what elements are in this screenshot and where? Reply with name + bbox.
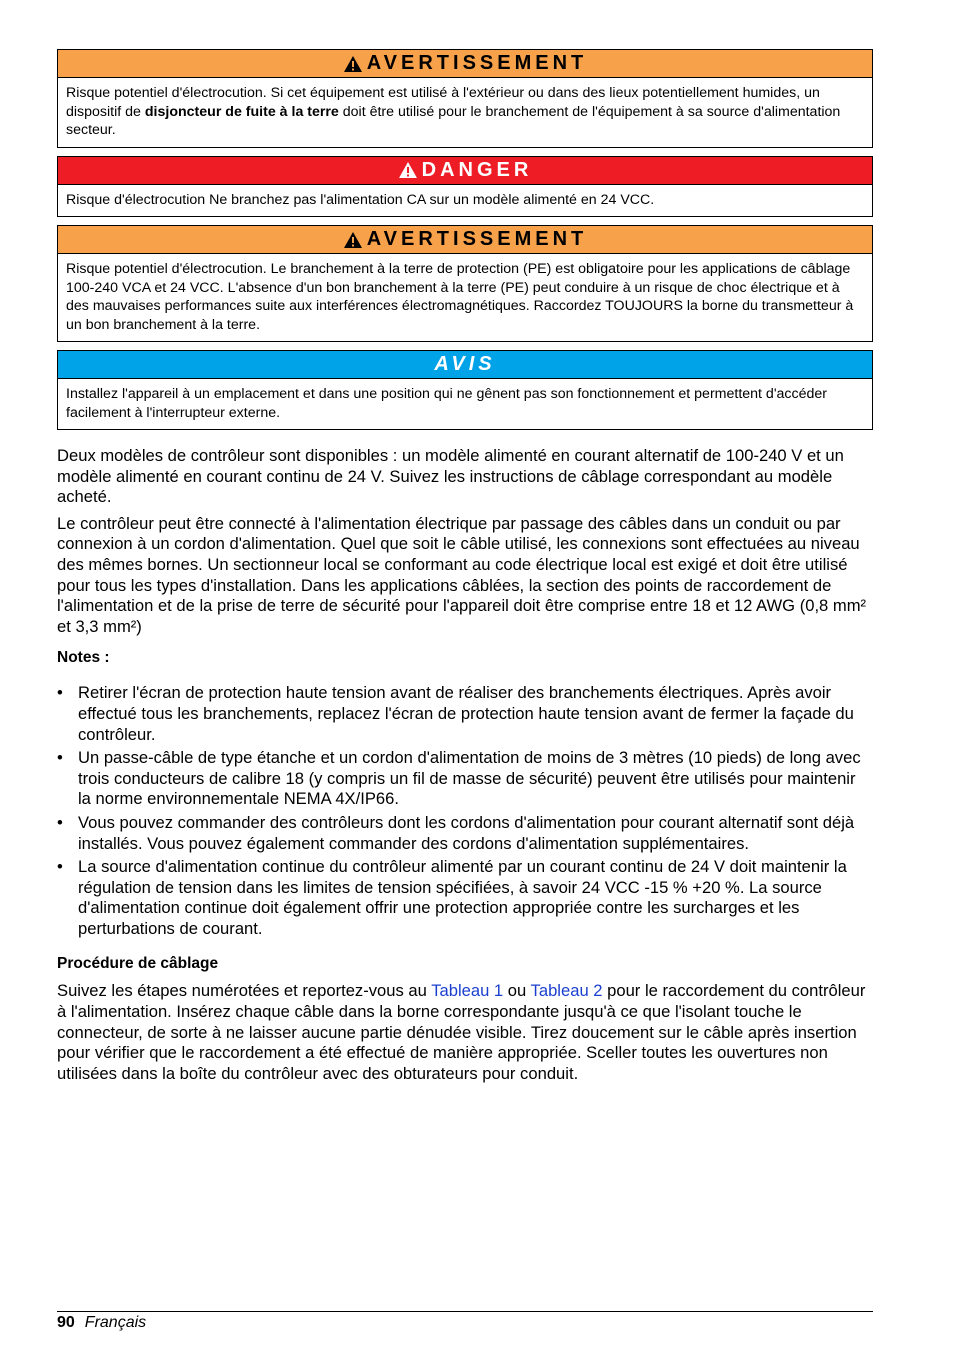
paragraph-wiring: Suivez les étapes numérotées et reportez-vous au Tableau 1 ou Tableau 2 pour le raccordement du contrôleur à l'alimentation. Insérez chaque câble dans la borne correspondante jusqu'à ce que l'isolant touche le connecteur, de sorte à ne laisser aucune partie dénudée visible. Tirez doucement sur le câble après insertion pour vérifier que le raccordement a été effectué de manière appropriée. Sceller toutes les ouvertures non utilisées dans la boîte du contrôleur avec des obturateurs pour conduit.	[57, 981, 866, 1083]
list-item: • La source d'alimentation continue du contrôleur alimenté par un courant continu de 24 V doit maintenir la régulation de tension dans les limites de tension spécifiées, à savoir 24 VCC -15 % +20 %. La source d'alimentation continue doit également offrir une protection appropriée contre les surcharges et les perturbations de courant.	[57, 857, 847, 938]
warning-text: Risque potentiel d'électrocution. Si cet équipement est utilisé à l'extérieur ou dans des lieux potentiellement humides, un dispositif de disjoncteur de fuite à la terre doit être utilisé pour le branchement de l'équipement à sa source d'alimentation secteur.	[66, 85, 841, 138]
bullet-icon: •	[57, 857, 63, 877]
section-title-wiring: Procédure de câblage	[57, 955, 219, 973]
list-item: • Retirer l'écran de protection haute tension avant de réaliser des branchements électriques. Après avoir effectué tous les branchements, replacez l'écran de protection haute tension avant de fermer la façade du contrôleur.	[57, 683, 854, 744]
warning-triangle-icon	[343, 55, 363, 73]
notes-list	[57, 683, 873, 939]
link-tableau-2[interactable]: Tableau 2	[530, 981, 603, 1001]
notice-header-label: AVIS	[434, 353, 496, 375]
bullet-icon: •	[57, 683, 63, 703]
notice-box	[57, 350, 873, 430]
warning-header	[58, 226, 872, 254]
paragraph-models: Deux modèles de contrôleur sont disponibles : un modèle alimenté en courant alternatif de 100-240 V et un modèle alimenté en courant continu de 24 V. Suivez les instructions de câblage correspondant au modèle acheté.	[57, 446, 844, 507]
list-item: • Vous pouvez commander des contrôleurs dont les cordons d'alimentation pour courant alternatif sont déjà installés. Vous pouvez également commander des cordons d'alimentation supplémentaires.	[57, 812, 855, 853]
danger-header	[58, 157, 872, 185]
page-content	[57, 49, 873, 1090]
warning-box-1	[57, 49, 873, 148]
danger-text: Risque d'électrocution Ne branchez pas l'alimentation CA sur un modèle alimenté en 24 VCC.	[66, 191, 655, 208]
danger-box	[57, 156, 873, 218]
warning-header-label: AVERTISSEMENT	[366, 52, 588, 74]
warning-triangle-icon	[343, 231, 363, 249]
bold-term: disjoncteur de fuite à la terre	[144, 103, 339, 120]
footer-language: Français	[84, 1314, 147, 1331]
bullet-icon: •	[57, 812, 63, 832]
page-footer	[57, 1311, 873, 1332]
warning-text: Risque potentiel d'électrocution. Le branchement à la terre de protection (PE) est obligatoire pour les applications de câblage 100-240 VCA et 24 VCC. L'absence d'un bon branchement à la terre (PE) peut conduire à un risque de choc électrique et à des mauvaises performances suite aux interférences électromagnétiques. Raccordez TOUJOURS la borne du transmetteur à un bon branchement à la terre.	[66, 261, 854, 333]
notes-title: Notes :	[57, 649, 110, 667]
warning-header	[58, 50, 872, 78]
danger-triangle-icon	[398, 161, 418, 179]
list-item: • Un passe-câble de type étanche et un cordon d'alimentation de moins de 3 mètres (10 pieds) de long avec trois conducteurs de calibre 18 (y compris un fil de masse de sécurité) peuvent être utilisés pour maintenir la norme environnementale NEMA 4X/IP66.	[57, 748, 861, 809]
notice-text: Installez l'appareil à un emplacement et dans une position qui ne gênent pas son fonctionnement et permettent d'accéder facilement à l'interrupteur externe.	[66, 386, 827, 421]
notice-header	[58, 351, 872, 379]
paragraph-connection: Le contrôleur peut être connecté à l'alimentation électrique par passage des câbles dans un conduit ou par connexion à un cordon d'alimentation. Quel que soit le câble utilisé, les connexions sont effectuées au niveau des mêmes bornes. Un sectionneur local se conformant au code électrique local est exigé et doit être utilisé pour tous les types d'installation. Dans les applications câblées, la section des points de raccordement de l'alimentation et de la prise de terre de sécurité pour l'appareil doit être comprise entre 18 et 12 AWG (0,8 mm² et 3,3 mm²)	[57, 513, 867, 636]
warning-box-2	[57, 225, 873, 342]
page-number: 90	[57, 1314, 75, 1331]
link-tableau-1[interactable]: Tableau 1	[431, 981, 504, 1001]
danger-header-label: DANGER	[421, 158, 533, 181]
warning-header-label: AVERTISSEMENT	[366, 228, 588, 250]
bullet-icon: •	[57, 748, 63, 768]
